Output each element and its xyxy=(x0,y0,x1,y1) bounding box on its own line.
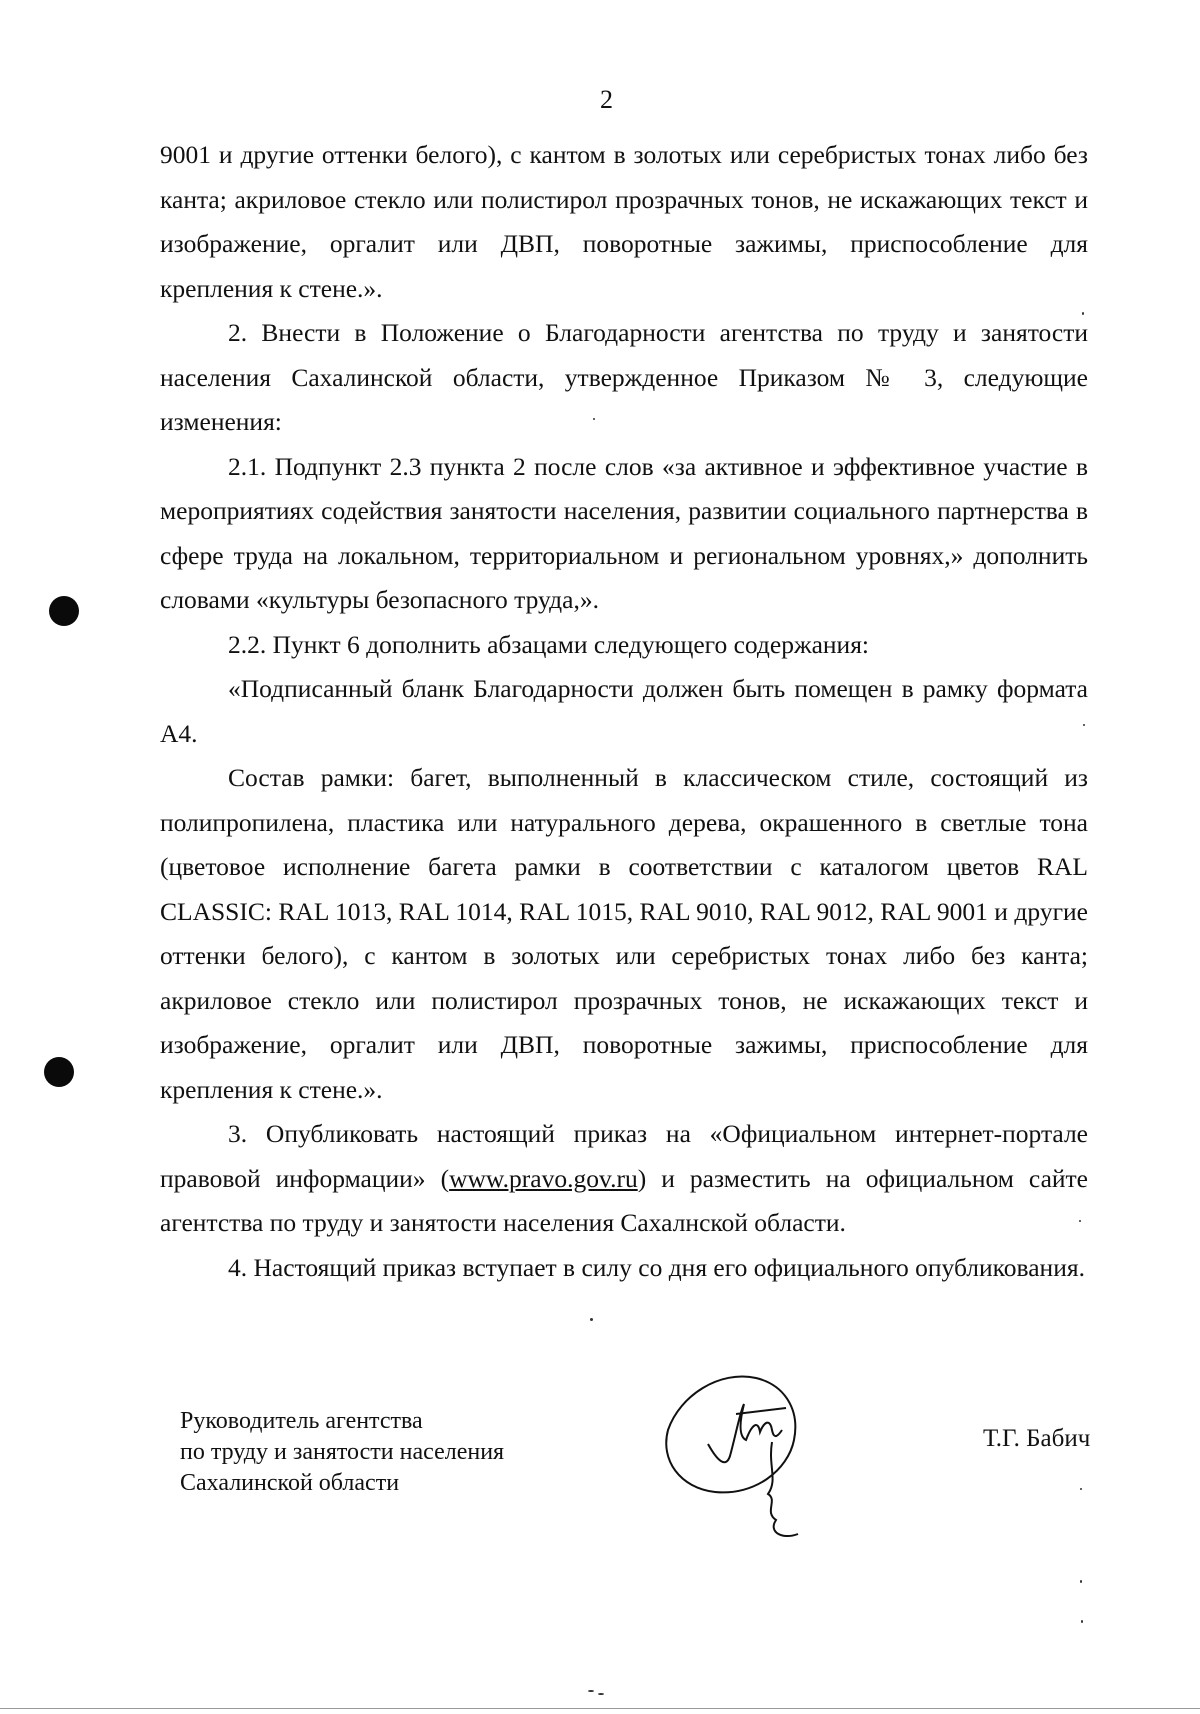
scan-speck xyxy=(598,1693,604,1695)
signatory-title-line: Руководитель агентства xyxy=(180,1408,423,1434)
scan-edge-line xyxy=(0,1708,1200,1709)
scan-speck xyxy=(1080,1580,1082,1583)
scan-speck xyxy=(1083,724,1085,726)
pravo-link[interactable]: www.pravo.gov.ru xyxy=(449,1163,638,1193)
scan-speck xyxy=(1079,1220,1081,1222)
paragraph-item-2-2: 2.2. Пункт 6 дополнить абзацами следующего содержания: xyxy=(228,629,870,659)
punch-hole xyxy=(49,596,79,626)
scan-speck xyxy=(588,1690,594,1692)
scan-speck xyxy=(1080,1488,1082,1490)
scan-speck xyxy=(1081,1620,1083,1623)
scan-speck xyxy=(593,418,595,420)
paragraph-item-3-start: 3. Опубликовать настоящий приказ на «Официальном интернет-портале правовой информации» ( xyxy=(160,1119,1088,1193)
paragraph-item-3-end: ) и разместить на официальном сайте агентства по труду и занятости населения Сахалнской области. xyxy=(160,1163,1088,1237)
paragraph-quote-frame: «Подписанный бланк Благодарности должен быть помещен в рамку формата А4. xyxy=(160,674,1088,748)
paragraph-item-2-1: 2.1. Подпункт 2.3 пункта 2 после слов «за активное и эффективное участие в мероприятиях содействия занятости населения, развитии социального партнерства в сфере труда на локальном, территориальном и региональном уровнях,» дополнить словами «культуры безопасного труда,». xyxy=(160,451,1088,614)
paragraph-item-3 xyxy=(160,1112,1088,1246)
paragraph-item-2: 2. Внести в Положение о Благодарности агентства по труду и занятости населения Сахалинской области, утвержденное Приказом № 3, следующие изменения: xyxy=(160,318,1088,436)
scan-speck xyxy=(1082,312,1084,315)
document-body xyxy=(160,133,1088,1290)
signatory-title-line: Сахалинской области xyxy=(180,1470,400,1496)
paragraph-continuation: 9001 и другие оттенки белого), с кантом в золотых или серебристых тонах либо без канта; акриловое стекло или полистирол прозрачных тонов, не искажающих текст и изображение, оргалит или ДВП, поворотные зажимы, приспособление для крепления к стене.». xyxy=(160,140,1088,303)
handwritten-signature xyxy=(660,1370,830,1555)
paragraph-item-4: 4. Настоящий приказ вступает в силу со дня его официального опубликования. xyxy=(228,1252,1085,1282)
paragraph-frame-composition: Состав рамки: багет, выполненный в классическом стиле, состоящий из полипропилена, пластика или натурального дерева, окрашенного в светлые тона (цветовое исполнение багета рамки в соответствии с каталогом цветов RAL CLASSIC: RAL 1013, RAL 1014, RAL 1015, RAL 9010, RAL 9012, RAL 9001 и другие оттенки белого), с кантом в золотых или серебристых тонах либо без канта; акриловое стекло или полистирол прозрачных тонов, не искажающих текст и изображение, оргалит или ДВП, поворотные зажимы, приспособление для крепления к стене.». xyxy=(160,763,1088,1104)
page-number: 2 xyxy=(600,85,613,114)
signatory-name: Т.Г. Бабич xyxy=(983,1425,1091,1452)
signatory-title xyxy=(180,1406,504,1499)
scan-speck xyxy=(590,1318,593,1321)
signatory-title-line: по труду и занятости населения xyxy=(180,1439,505,1465)
punch-hole xyxy=(44,1057,74,1087)
